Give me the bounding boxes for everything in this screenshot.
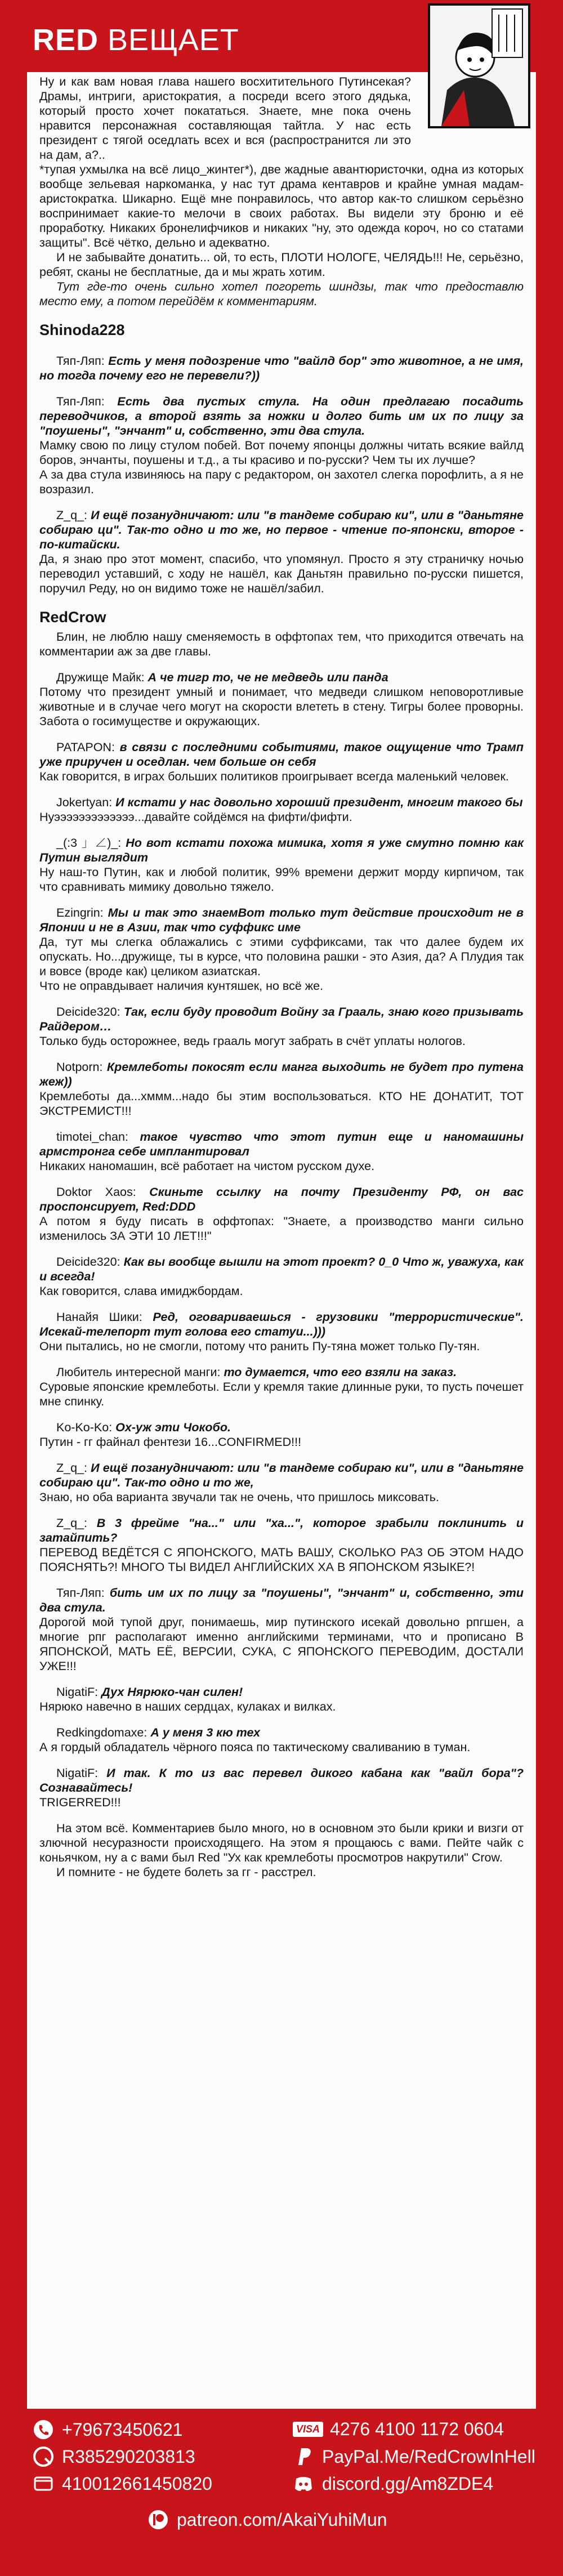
block-spacer — [39, 1243, 524, 1254]
footer — [0, 2409, 563, 2576]
comment-quote — [39, 1685, 524, 1699]
comment-text: бить им их по лицу за "поушены", "энчант" и, собственно, эти два стула. — [39, 1586, 524, 1614]
comment-username: NigatiF: — [56, 1685, 102, 1699]
comment-reply: Как говорится, слава имиджбордам. — [39, 1284, 243, 1298]
card-content — [39, 74, 524, 1879]
comment-username: Ko-Ko-Ko: — [56, 1421, 116, 1434]
comment-text: И кстати у нас довольно хороший президент, многим такого бы — [115, 796, 523, 809]
offtop-card — [27, 72, 536, 2409]
block-spacer — [39, 824, 524, 836]
donate-paragraph: И не забывайте донатить... ой, то есть, ПЛОТИ НОЛОГЕ, ЧЕЛЯДЬ!!! Не, серьёзно, ребят, сканы не бесплатные, да и мы жрать хотим. — [39, 251, 524, 279]
comment-quote — [39, 905, 524, 935]
phone-icon — [33, 2419, 54, 2440]
comment-text: Ред, оговариваешься - грузовики "террористические". Исекай-телепорт тут голова его статуи...))) — [39, 1310, 524, 1338]
comment-text: Кремлеботы покосят если манга выходить не будет про путена жеж)) — [39, 1060, 524, 1088]
comment-username: Нанайя Шики: — [56, 1310, 153, 1324]
patreon-link: patreon.com/AkaiYuhiMun — [177, 2509, 387, 2530]
section-author: Shinoda228 — [39, 322, 125, 338]
comment-username: Тяп-Ляп: — [56, 395, 118, 408]
section-lead: Блин, не люблю нашу сменяемость в оффтопах тем, что приходится отвечать на комментарии аж за две главы. — [39, 630, 524, 658]
comment-quote — [39, 1766, 524, 1795]
qiwi-icon — [33, 2446, 54, 2467]
comment-text: Как вы вообще вышли на этот проект? 0_0 Что ж, уважуха, как и всегда! — [39, 1255, 524, 1283]
comment-reply: Никаких наномашин, всё работает на чистом русском духе. — [39, 1159, 375, 1173]
comment-text: Ох-уж эти Чокобо. — [115, 1421, 231, 1434]
footer-yandex[interactable] — [33, 2473, 212, 2494]
comment-reply: Путин - гг файнал фентези 16...CONFIRMED!!! — [39, 1435, 302, 1449]
comment-username: Любитель интересной манги: — [56, 1365, 224, 1379]
comment-reply: Суровые японские кремлеботы. Если у кремля такие длинные руки, то пусть почешет мне спинку. — [39, 1380, 524, 1408]
block-spacer — [39, 1449, 524, 1461]
yandex-icon — [33, 2473, 54, 2494]
block-spacer — [39, 1574, 524, 1586]
block-spacer — [39, 1754, 524, 1766]
outro-paragraph: На этом всё. Комментариев было много, но в основном это были крики и визги от злючной несуразности происходящего. На этом я прощаюсь с вами. Пейте чайк с коньячком, ну а с вами был Red "Ух как кремлеботы просмотров накрутили" Crow. — [39, 1821, 524, 1864]
comment-username: Deicide320: — [56, 1005, 124, 1019]
block-spacer — [39, 659, 524, 670]
comment-username: timotei_chan: — [56, 1130, 140, 1144]
comment-quote — [39, 1725, 524, 1740]
block-spacer — [39, 1173, 524, 1185]
comment-reply: Как говорится, в играх больших политиков проигрывает всегда маленький человек. — [39, 770, 509, 783]
block-spacer — [39, 342, 524, 354]
block-spacer — [39, 1810, 524, 1821]
comment-reply: TRIGERRED!!! — [39, 1796, 121, 1809]
phone-number: +79673450621 — [62, 2419, 183, 2440]
comment-quote — [39, 508, 524, 552]
comment-text: Так, если буду проводит Войну за Грааль, знаю кого призывать Райдером… — [39, 1005, 524, 1033]
comment-text: Дух Нярюко-чан силен! — [101, 1685, 243, 1699]
comment-reply: ПЕРЕВОД ВЕДЁТСЯ С ЯПОНСКОГО, МАТЬ ВАШУ, СКОЛЬКО РАЗ ОБ ЭТОМ НАДО ПОЯСНЯТЬ?! МНОГО ТЫ ВИДЕЛ АНГЛИЙСКИХ ХА В ЯПОНСКОМ ЯЗЫКЕ?! — [39, 1546, 524, 1574]
comment-reply: Ну наш-то Путин, как и любой политик, 99% времени держит морду кирпичом, так что сравнивать мимику довольно тяжело. — [39, 865, 524, 894]
block-spacer — [39, 1354, 524, 1365]
comment-text: И ещё позанудничают: или "в тандеме собираю ки", или в "даньтяне собираю ци". Так-то одно и то же, — [39, 1461, 524, 1489]
comment-text: в связи с последними событиями, такое ощущение что Трамп уже приручен и оседлан. чем больше он себя — [39, 740, 524, 769]
comment-quote — [39, 394, 524, 438]
footer-phone[interactable] — [33, 2419, 182, 2440]
comment-username: Z_q_: — [56, 1461, 91, 1475]
brand-title — [33, 23, 239, 57]
visa-icon: VISA — [293, 2422, 323, 2437]
section-author: RedCrow — [39, 609, 106, 626]
comment-username: Ezingrin: — [56, 906, 108, 919]
comment-text: И ещё позанудничают: или "в тандеме собираю ки", или в "даньтяне собираю ци". Так-то одно и то же, но первое - чтение по-японски, второе - по-китайски. — [39, 508, 524, 551]
discord-link: discord.gg/Am8ZDE4 — [322, 2473, 494, 2494]
intro-paragraph-1: Ну и как вам новая глава нашего восхитительного Путинсекая? Драмы, интриги, аристократия, а посреди всего этого дядька, который просто хочет покататься. Знаете, мне пока очень нравится персонажная составляющая тайтла. У нас есть президент с тягой оседлать всех и вся (распространится ли это на дам, а?.. — [39, 75, 411, 162]
comment-quote — [39, 1060, 524, 1089]
block-spacer — [39, 784, 524, 795]
comment-quote — [39, 836, 524, 865]
comment-quote — [39, 1420, 524, 1435]
comment-text: В 3 фрейме "на..." или "ха...", которое зрабыли поклинить и затайпить? — [39, 1516, 524, 1544]
paypal-link: PayPal.Me/RedCrowInHell — [322, 2446, 535, 2467]
comment-reply: Знаю, но оба варианта звучали так не очень, что пришлось миксовать. — [39, 1490, 439, 1504]
comment-username: Doktor Xaos: — [56, 1185, 150, 1199]
yandex-wallet: 410012661450820 — [62, 2473, 212, 2494]
block-spacer — [39, 1504, 524, 1516]
comment-username: _(:3 」∠)_: — [56, 836, 126, 850]
comment-text: Есть у меня подозрение что "вайлд бор" это животное, а не имя, но тогда почему его не перевели?)) — [39, 354, 524, 382]
comment-reply: Дорогой мой тупой друг, понимаешь, мир путинского исекай довольно рпгшен, а многие рпг располагают именно английскими терминами, что и прописано В ЯПОНСКОЙ, МАТЬ ЕЁ, ВЕРСИИ, СУКА, С ЯПОНСКОГО ПЕРЕВОДИМ, ДОСТАЛИ УЖЕ!!! — [39, 1615, 524, 1673]
comment-username: Deicide320: — [56, 1255, 124, 1269]
comment-reply: Да, я знаю про этот момент, спасибо, что упомянул. Просто я эту страничку ночью переводил уставший, с ходу не нашёл, как Даньтян правильно по-русски пишется, поручил Реду, но он видимо тоже не нашёл/забил. — [39, 552, 524, 595]
footer-discord[interactable] — [293, 2473, 493, 2494]
comment-quote — [39, 1185, 524, 1214]
comment-quote — [39, 1516, 524, 1545]
comment-reply: Только будь осторожнее, ведь грааль могут забрать в счёт уплаты нологов. — [39, 1034, 466, 1048]
comment-reply: А я гордый обладатель чёрного пояса по тактическому сваливанию в туман. — [39, 1740, 471, 1754]
comment-username: Notporn: — [56, 1060, 107, 1074]
comment-quote — [39, 670, 524, 685]
comment-quote — [39, 740, 524, 769]
comment-text: Скиньте ссылку на почту Президенту РФ, он вас проспонсирует, Red:DDD — [39, 1185, 524, 1213]
block-spacer — [39, 1673, 524, 1685]
comment-text: Есть два пустых стула. На один предлагаю посадить переводчиков, а второй взять за ножки и долго бить им их по лицу за "поушены", "энчант" и, собственно, эти два стула. — [39, 395, 524, 437]
comment-reply: Кремлеботы да...хммм...надо бы этим воспользоваться. КТО НЕ ДОНАТИТ, ТОТ ЭКСТРЕМИСТ!!! — [39, 1090, 524, 1118]
comment-username: Тяп-Ляп: — [56, 1586, 110, 1600]
block-spacer — [39, 497, 524, 508]
block-spacer — [39, 1409, 524, 1420]
mascot-illustration — [428, 3, 530, 128]
qiwi-wallet: R385290203813 — [62, 2446, 195, 2467]
comment-username: Z_q_: — [56, 508, 91, 522]
comment-reply: Нуэээээээээээээ...давайте сойдёмся на фифти/фифти. — [39, 810, 352, 824]
outro-reminder: И помните - не будете болеть за гг - расстрел. — [56, 1865, 316, 1879]
block-spacer — [39, 1048, 524, 1060]
comment-quote — [39, 795, 524, 810]
paypal-icon — [293, 2446, 314, 2467]
comment-username: Jokertyan: — [56, 796, 116, 809]
comment-username: Тяп-Ляп: — [56, 354, 109, 368]
comment-text: Но вот кстати похожа мимика, хотя я уже смутно помню как Путин выглядит — [39, 836, 524, 864]
block-spacer — [39, 894, 524, 905]
block-spacer — [39, 1714, 524, 1725]
brand-red: RED — [33, 23, 99, 57]
comment-reply: Нярюко навечно в наших сердцах, кулаках и вилках. — [39, 1700, 336, 1713]
comment-quote — [39, 1129, 524, 1159]
comment-text: то думается, что его взяли на заказ. — [224, 1365, 457, 1379]
comment-reply: Мамку свою по лицу стулом побей. Вот почему японцы должны читать всякие вайлд боров, энчанты, поушены и т.д., а ты красиво и по-русски? Чем ты их лучше? А за два стула извиняюсь на пару с редактором, он захотел слегка порофлить, а я не возразил. — [39, 439, 524, 496]
card-number: 4276 4100 1172 0604 — [330, 2419, 504, 2439]
patreon-icon — [148, 2509, 169, 2530]
comment-quote — [39, 1461, 524, 1490]
comment-quote — [39, 1004, 524, 1034]
intro-paragraph-2: *тупая ухмылка на всё лицо_жинтег*), две жадные авантюристочки, одна из которых вообще зельевая наркоманка, у нас тут драма кентавров и крайне умная мадам-аристократка. Шикарно. Ещё мне понравилось, что автор как-то слишком серьёзно воспринимает какие-то мелочи в своих работах. Вы видели эту броню и её проработку. Никаких бронелифчиков и никаких "ну, это одежда короч, но со статами защиты". Всё чётко, дельно и адекватно. — [39, 163, 524, 249]
block-spacer — [39, 1118, 524, 1129]
block-spacer — [39, 1298, 524, 1310]
footer-paypal[interactable] — [293, 2446, 535, 2467]
comment-username: NigatiF: — [56, 1766, 107, 1780]
comment-username: PATAPON: — [56, 740, 120, 754]
sign-off-paragraph: Тут где-то очень сильно хотел погореть шиндзы, так что предоставлю место ему, а потом перейдём к комментариям. — [39, 280, 524, 308]
comment-quote — [39, 1586, 524, 1615]
block-spacer — [39, 383, 524, 394]
comment-username: Redkingdomaxe: — [56, 1726, 151, 1739]
comment-text: И так. К то из вас перевел дикого кабана как "вайл бора"? Сознавайтесь! — [39, 1766, 524, 1794]
comment-text: Мы и так это знаемВот только тут действие происходит не в Японии и не в Азии, так что суффикс име — [39, 906, 524, 934]
discord-icon — [293, 2473, 314, 2494]
comment-quote — [39, 1254, 524, 1284]
comment-reply: Потому что президент умный и понимает, что медведи слишком неповоротливые животные и в случае чего могут на скорости влететь в стену. Тигры более проворны. Забота о госимуществе и окружающих. — [39, 685, 524, 728]
footer-card[interactable] — [293, 2419, 504, 2440]
comment-quote — [39, 1310, 524, 1339]
comment-quote — [39, 354, 524, 383]
comment-text: А у меня 3 кю тех — [150, 1726, 261, 1739]
footer-patreon[interactable] — [148, 2509, 387, 2530]
comment-reply: Да, тут мы слегка облажались с этими суффиксами, так что далее будем их опускать. Но...дружище, ты в курсе, что половина рашки - это Азия, да? А Плудия так и вовсе (вроде как) целиком азиатская. Что не оправдывает наличия кунтяшек, но всё же. — [39, 935, 524, 993]
comment-text: А че тигр то, че не медведь или панда — [148, 671, 388, 684]
comment-username: Z_q_: — [56, 1516, 97, 1530]
comment-quote — [39, 1365, 524, 1379]
comment-reply: Они пытались, но не смогли, потому что ранить Пу-тяна может только Пу-тян. — [39, 1340, 480, 1353]
footer-qiwi[interactable] — [33, 2446, 195, 2467]
mascot-figure-icon — [430, 6, 528, 126]
block-spacer — [39, 993, 524, 1004]
comment-text: такое чувство что этот путин еще и наномашины армстронга себе имплантировал — [39, 1130, 524, 1158]
comment-username: Дружище Майк: — [56, 671, 148, 684]
comment-reply: А потом я буду писать в оффтопах: "Знаете, а производство манги сильно изменилось ЗА ЭТИ 10 ЛЕТ!!!" — [39, 1215, 524, 1243]
block-spacer — [39, 729, 524, 740]
brand-rest: ВЕЩАЕТ — [108, 23, 239, 57]
